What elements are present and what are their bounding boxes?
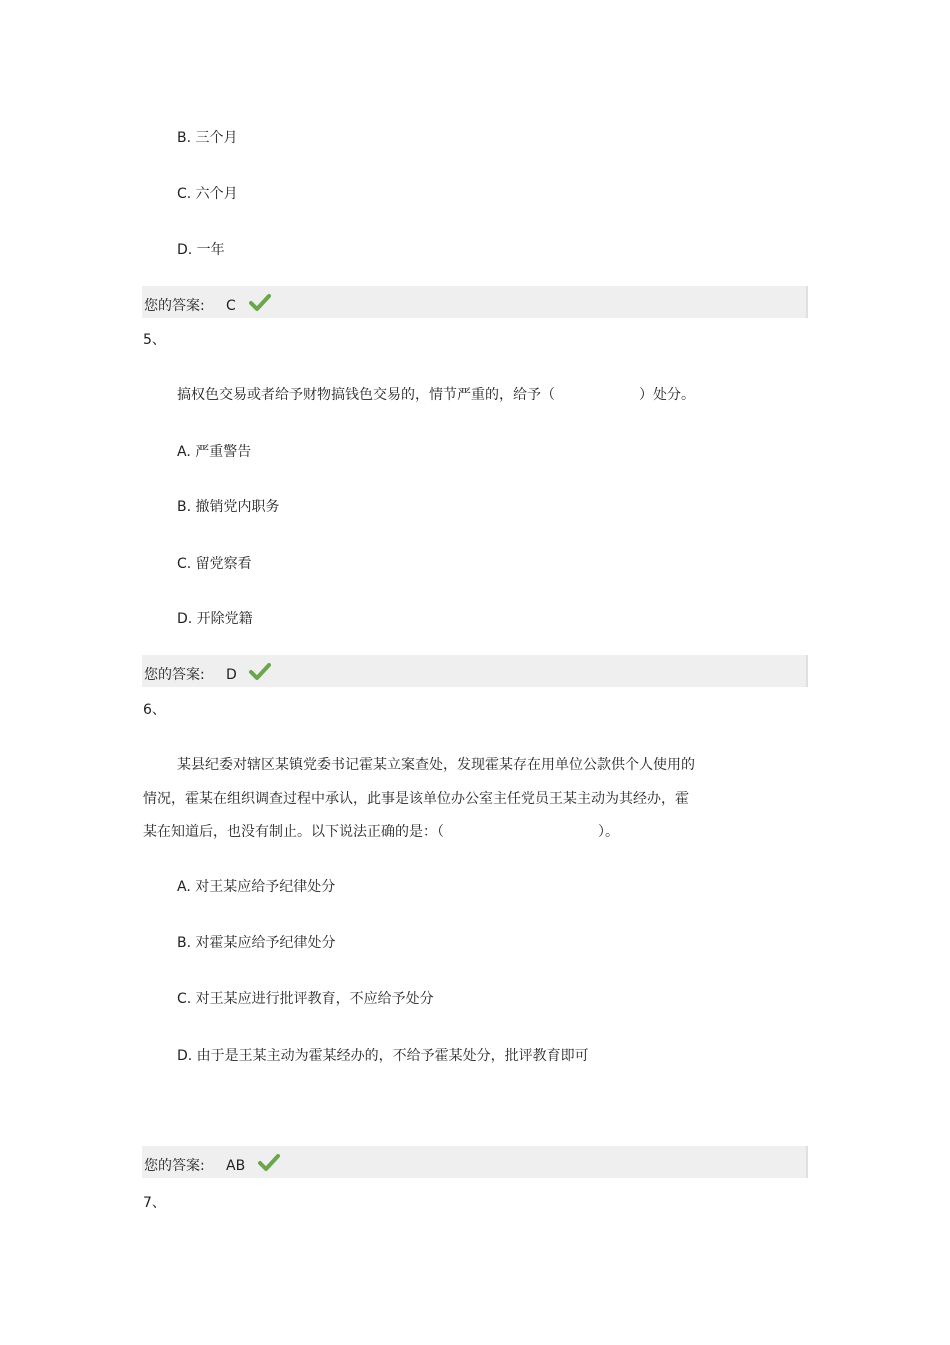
q4-answer-bar [142, 286, 808, 318]
q5-option-c: C. 留党察看 [177, 556, 252, 572]
q6-number: 6、 [143, 702, 166, 718]
q6-option-c: C. 对王某应进行批评教育，不应给予处分 [177, 991, 434, 1007]
checkmark-icon [258, 1153, 280, 1173]
answer-value: AB [226, 1158, 246, 1174]
q4-option-c: C. 六个月 [177, 186, 238, 202]
q5-stem: 搞权色交易或者给予财物搞钱色交易的，情节严重的，给予（ ）处分。 [177, 387, 695, 403]
q7-number: 7、 [143, 1195, 166, 1211]
q6-stem-line-3: 某在知道后，也没有制止。以下说法正确的是：（ ）。 [143, 824, 619, 840]
q6-stem-line-2: 情况，霍某在组织调查过程中承认，此事是该单位办公室主任党员王某主动为其经办，霍 [143, 791, 689, 807]
checkmark-icon [249, 662, 271, 682]
q5-number: 5、 [143, 332, 166, 348]
q6-option-d: D. 由于是王某主动为霍某经办的，不给予霍某处分，批评教育即可 [177, 1048, 589, 1064]
q5-answer-bar [142, 655, 808, 687]
answer-label: 您的答案: [144, 1158, 205, 1174]
q6-stem-line-1: 某县纪委对辖区某镇党委书记霍某立案查处，发现霍某存在用单位公款供个人使用的 [177, 757, 695, 773]
q4-option-b: B. 三个月 [177, 130, 238, 146]
answer-value: D [226, 667, 237, 683]
q6-answer-bar [142, 1146, 808, 1178]
answer-value: C [226, 298, 236, 314]
q6-option-a: A. 对王某应给予纪律处分 [177, 879, 336, 895]
checkmark-icon [249, 293, 271, 313]
q5-option-b: B. 撤销党内职务 [177, 499, 280, 515]
q4-option-d: D. 一年 [177, 242, 225, 258]
answer-label: 您的答案: [144, 667, 205, 683]
answer-label: 您的答案: [144, 298, 205, 314]
q5-option-a: A. 严重警告 [177, 444, 252, 460]
q5-option-d: D. 开除党籍 [177, 611, 253, 627]
q6-option-b: B. 对霍某应给予纪律处分 [177, 935, 336, 951]
